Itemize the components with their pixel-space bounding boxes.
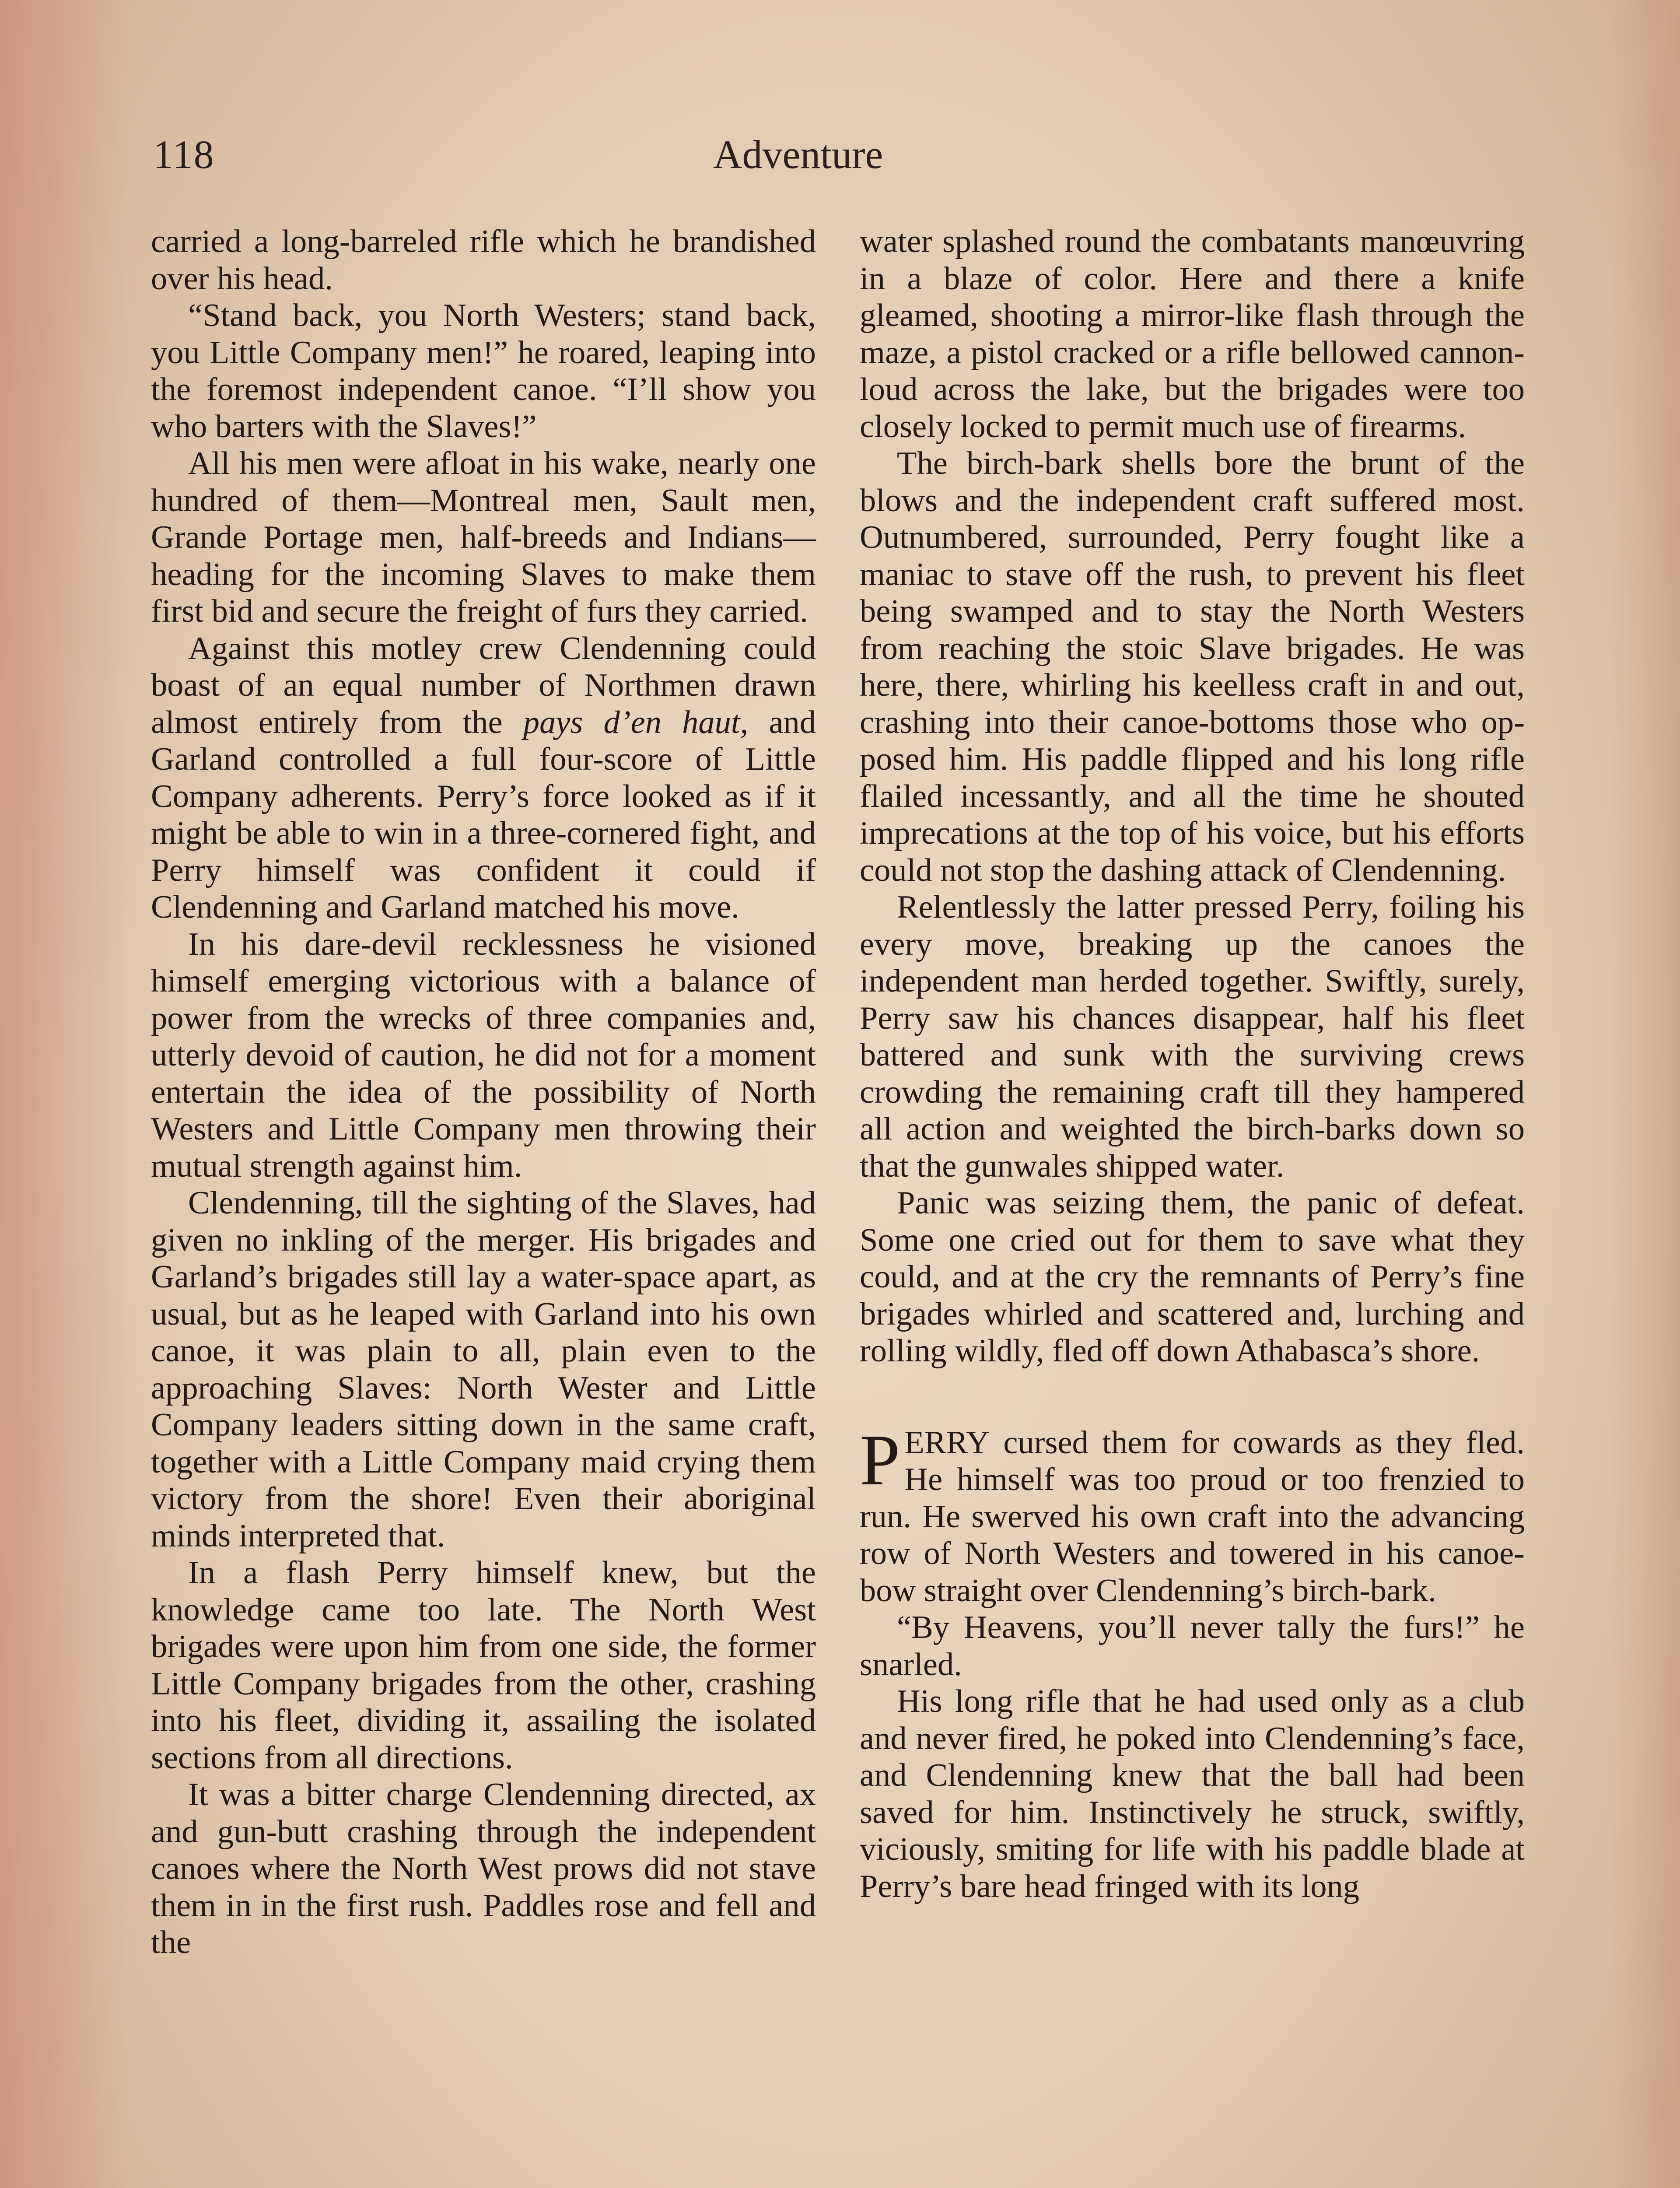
paragraph-dropcap (860, 1419, 1525, 1609)
paragraph-text: and Garland controlled a full four-score of Little Company adherents. Perry’s force looked as if it might be able to win in a three-cornered fight, and Perry himself was confident it could if Clendenning and Garland matched his move. (151, 704, 816, 925)
paragraph: water splashed round the combatants manœuvring in a blaze of color. Here and there a knife gleamed, shooting a mirror-like flash through the maze, a pistol cracked or a rifle bellowed cannon-loud across the lake, but the brigades were too closely locked to permit much use of firearms. (860, 224, 1525, 445)
text-column-left (151, 223, 816, 1961)
paragraph-text: cursed them for cowards as they fled. He himself was too proud or too frenzied to run. He swerved his own craft into the advancing row of North Westers and towered in his canoe-bow straight over Clendenning’s birch-bark. (860, 1424, 1525, 1609)
paragraph: carried a long-barreled rifle which he brandished over his head. (151, 224, 816, 297)
paragraph: “By Heavens, you’ll never tally the furs!” he snarled. (860, 1609, 1525, 1683)
paragraph: Clendenning, till the sighting of the Slaves, had given no inkling of the merger. His brigades and Garland’s brigades still lay a water-space apart, as usual, but as he leaped with Garland into his own canoe, it was plain to all, plain even to the approaching Slaves: North Wester and Little Company leaders sitting down in the same craft, together with a Little Company maid crying them victory from the shore! Even their aboriginal minds interpreted that. (151, 1185, 816, 1554)
paragraph: The birch-bark shells bore the brunt of the blows and the independent craft suffered most. Outnumbered, surrounded, Perry fought like a maniac to stave off the rush, to prevent his fleet being swamped and to stay the North Westers from reaching the stoic Slave brigades. He was here, there, whirling his keelless craft in and out, crashing into their canoe-bottoms those who opposed him. His paddle flipped and his long rifle flailed incessantly, and all the time he shouted imprecations at the top of his voice, but his efforts could not stop the dashing attack of Clendenning. (860, 445, 1525, 888)
running-title: Adventure (713, 132, 883, 177)
paragraph: His long rifle that he had used only as a club and never fired, he poked into Clendenning’s face, and Clendenning knew that the ball had been saved for him. Instinctively he struck, swiftly, viciously, smiting for life with his paddle blade at Perry’s bare head fringed with its long (860, 1683, 1525, 1904)
paragraph: All his men were afloat in his wake, nearly one hundred of them—Montreal men, Sault men, Grande Portage men, half-breeds and Indians—heading for the incoming Slaves to make them first bid and secure the freight of furs they carried. (151, 445, 816, 629)
paragraph: It was a bitter charge Clendenning directed, ax and gun-butt crashing through the independent canoes where the North West prows did not stave them in in the first rush. Paddles rose and fell and the (151, 1777, 816, 1960)
small-caps-lead: ERRY (904, 1424, 990, 1461)
drop-cap: P (860, 1419, 900, 1500)
paragraph: “Stand back, you North Westers; stand back, you Little Company men!” he roared, leaping into the foremost independent canoe. “I’ll show you who barters with the Slaves!” (151, 298, 816, 445)
page-number: 118 (153, 132, 215, 177)
page-header (153, 131, 1527, 188)
paragraph-text: Against this motley crew Clendenning could boast of an equal number of Northmen drawn almost entirely from the (151, 630, 816, 740)
paragraph: In a flash Perry himself knew, but the knowledge came too late. The North West brigades were upon him from one side, the former Little Company brigades from the other, crashing into his fleet, dividing it, assailing the isolated sections from all directions. (151, 1555, 816, 1776)
paragraph (151, 630, 816, 926)
paragraph: In his dare-devil recklessness he visioned himself emerging victorious with a balance of power from the wrecks of three companies and, utterly devoid of caution, he did not for a moment entertain the idea of the possibility of North Westers and Little Company men throwing their mutual strength against him. (151, 926, 816, 1184)
paragraph: Relentlessly the latter pressed Perry, foiling his every move, breaking up the canoes the independent man herded together. Swiftly, surely, Perry saw his chances disappear, half his fleet battered and sunk with the surviving crews crowding the remaining craft till they hampered all action and weighted the birch-barks down so that the gunwales shipped water. (860, 889, 1525, 1184)
italic-phrase: pays d’en haut, (523, 704, 749, 740)
section-break (860, 1370, 1525, 1424)
text-column-right (860, 223, 1525, 1905)
paragraph: Panic was seizing them, the panic of defeat. Some one cried out for them to save what they could, and at the cry the remnants of Perry’s fine brigades whirled and scattered and, lurching and rolling wildly, fled off down Athabasca’s shore. (860, 1185, 1525, 1369)
